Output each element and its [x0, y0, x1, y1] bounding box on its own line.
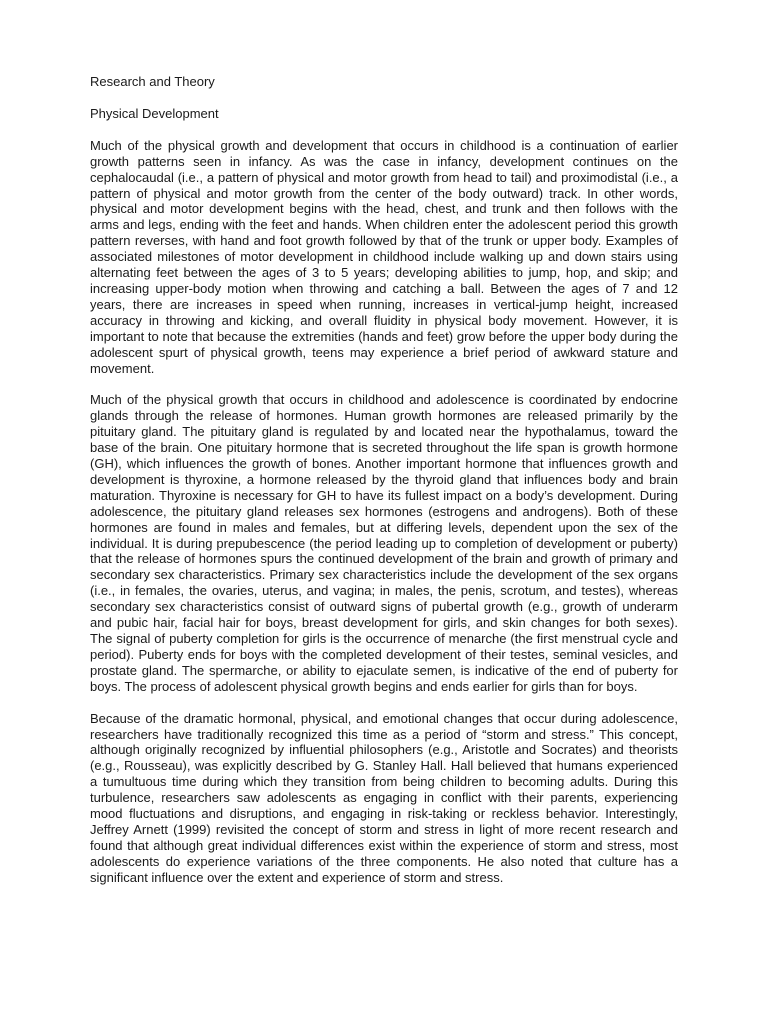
- page-content: [90, 74, 678, 902]
- paragraph-storm-and-stress: Because of the dramatic hormonal, physical, and emotional changes that occur during adolescence, researchers have traditionally recognized this time as a period of “storm and stress.” This concept, although originally recognized by influential philosophers (e.g., Aristotle and Socrates) and theorists (e.g., Rousseau), was explicitly described by G. Stanley Hall. Hall believed that humans experienced a tumultuous time during which they transition from being children to becoming adults. During this turbulence, researchers saw adolescents as engaging in conflict with their parents, experiencing mood fluctuations and disruptions, and engaging in risk-taking or reckless behavior. Interestingly, Jeffrey Arnett (1999) revisited the concept of storm and stress in light of more recent research and found that although great individual differences exist within the experience of storm and stress, most adolescents do experience variations of the three components. He also noted that culture has a significant influence over the extent and experience of storm and stress.: [90, 710, 678, 885]
- paragraph-hormones: Much of the physical growth that occurs in childhood and adolescence is coordinated by endocrine glands through the release of hormones. Human growth hormones are released primarily by the pituitary gland. The pituitary gland is regulated by and located near the hypothalamus, toward the base of the brain. One pituitary hormone that is secreted throughout the life span is growth hormone (GH), which influences the growth of bones. Another important hormone that influences growth and development is thyroxine, a hormone released by the thyroid gland that influences body and brain maturation. Thyroxine is necessary for GH to have its fullest impact on a body’s development. During adolescence, the pituitary gland releases sex hormones (estrogens and androgens). Both of these hormones are found in males and females, but at differing levels, dependent upon the sex of the individual. It is during prepubescence (the period leading up to completion of development or puberty) that the release of hormones spurs the continued development of the brain and growth of primary and secondary sex characteristics. Primary sex characteristics include the development of the sex organs (i.e., in females, the ovaries, uterus, and vagina; in males, the penis, scrotum, and testes), whereas secondary sex characteristics consist of outward signs of pubertal growth (e.g., growth of underarm and pubic hair, facial hair for boys, breast development for girls, and skin changes for both sexes). The signal of puberty completion for girls is the occurrence of menarche (the first menstrual cycle and period). Puberty ends for boys with the completed development of their testes, seminal vesicles, and prostate gland. The spermarche, or ability to ejaculate semen, is indicative of the end of puberty for boys. The process of adolescent physical growth begins and ends earlier for girls than for boys.: [90, 392, 678, 694]
- section-heading: Research and Theory: [90, 74, 215, 89]
- paragraph-motor-development: Much of the physical growth and development that occurs in childhood is a continuation of earlier growth patterns seen in infancy. As was the case in infancy, development continues on the cephalocaudal (i.e., a pattern of physical and motor growth from head to tail) and proximodistal (i.e., a pattern of physical and motor growth from the center of the body outward) track. In other words, physical and motor development begins with the head, chest, and trunk and then follows with the arms and legs, ending with the feet and hands. When children enter the adolescent period this growth pattern reverses, with hand and foot growth followed by that of the trunk or upper body. Examples of associated milestones of motor development in childhood include walking up and down stairs using alternating feet between the ages of 3 to 5 years; developing abilities to jump, hop, and skip; and increasing upper-body motion when throwing and catching a ball. Between the ages of 7 and 12 years, there are increases in speed when running, increases in vertical-jump height, increased accuracy in throwing and kicking, and overall fluidity in physical body movement. However, it is important to note that because the extremities (hands and feet) grow before the upper body during the adolescent spurt of physical growth, teens may experience a brief period of awkward stature and movement.: [90, 137, 678, 376]
- subsection-heading: Physical Development: [90, 105, 219, 121]
